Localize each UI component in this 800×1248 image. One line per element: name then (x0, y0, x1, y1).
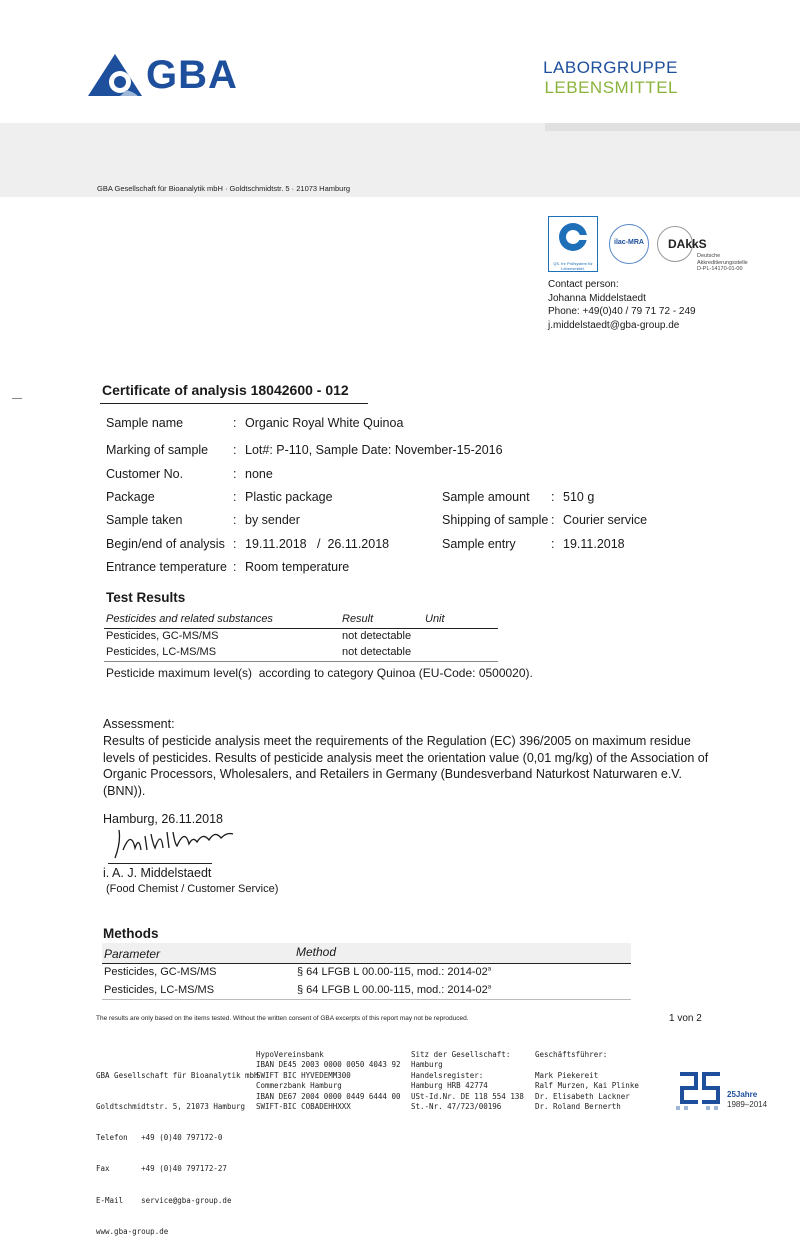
anniversary-25-icon (676, 1070, 724, 1112)
footer-line: St.-Nr. 47/723/00196 (411, 1102, 502, 1112)
title-underline (100, 403, 368, 404)
assessment-heading: Assessment: (103, 717, 175, 731)
analysis-label: Begin/end of analysis (106, 537, 225, 551)
sample-amount-value: 510 g (563, 490, 595, 504)
footer-line: IBAN DE45 2003 0000 0050 4043 92 (256, 1060, 401, 1070)
colon: : (233, 443, 237, 457)
colon: : (551, 537, 555, 551)
taken-value: by sender (245, 513, 300, 527)
footer-bank-column (256, 1050, 401, 1112)
dakks-sub-line: Deutsche (697, 253, 721, 259)
marking-value: Lot#: P-110, Sample Date: November-15-2016 (245, 443, 503, 457)
dakks-label: DAkkS (668, 237, 707, 251)
customer-value: none (245, 467, 273, 481)
footer-line: Commerzbank Hamburg (256, 1081, 342, 1091)
footer-line (535, 1060, 639, 1070)
qs-logo (548, 216, 598, 272)
entry-label: Sample entry (442, 537, 516, 551)
qs-label: QS. Ihr Prüfsystem für Lebensmittel. (553, 261, 593, 271)
qs-icon (549, 217, 597, 257)
footer-line: Goldtschmidtstr. 5, 21073 Hamburg (96, 1102, 246, 1112)
footer-line: USt-Id.Nr. DE 118 554 138 (411, 1091, 524, 1101)
footer-line: GBA Gesellschaft für Bioanalytik mbH (96, 1070, 259, 1080)
package-label: Package (106, 490, 155, 504)
footer-line: Hamburg HRB 42774 (411, 1081, 488, 1091)
results-row-param: Pesticides, GC-MS/MS (106, 630, 219, 642)
methods-header-band (102, 943, 631, 963)
results-row-param: Pesticides, LC-MS/MS (106, 646, 217, 658)
footer-line: Mark Piekereit (535, 1070, 599, 1080)
marking-label: Marking of sample (106, 443, 209, 457)
footer-line: E-Mail service@gba-group.de (96, 1195, 232, 1205)
footer-line: Ralf Murzen, Kai Plinke (535, 1081, 639, 1091)
footer-line: www.gba-group.de (96, 1226, 169, 1236)
entry-value: 19.11.2018 (563, 537, 625, 551)
dakks-subtitle (697, 253, 748, 273)
methods-col-param: Parameter (104, 947, 161, 961)
analysis-value: 19.11.2018 / 26.11.2018 (245, 537, 390, 551)
temperature-label: Entrance temperature (106, 560, 227, 574)
results-row-result: not detectable (342, 630, 412, 642)
colon: : (233, 416, 237, 430)
footer-line: Handelsregister: (411, 1070, 484, 1080)
methods-footer-rule (102, 999, 631, 1000)
contact-email[interactable]: j.middelstaedt@gba-group.de (548, 319, 680, 331)
certificate-title: Certificate of analysis 18042600 - 012 (102, 382, 349, 398)
sample-name-label: Sample name (106, 416, 184, 430)
anniversary-title: 25Jahre (727, 1090, 758, 1099)
results-col-result: Result (342, 613, 374, 625)
methods-row-param: Pesticides, LC-MS/MS (104, 984, 215, 996)
gba-logo-icon (86, 52, 144, 98)
colon: : (551, 490, 555, 504)
footer-line: SWIFT-BIC COBADEHHXXX (256, 1102, 351, 1112)
colon: : (551, 513, 555, 527)
colon: : (233, 490, 237, 504)
methods-header-rule (102, 963, 631, 964)
sample-name-value: Organic Royal White Quinoa (245, 416, 404, 430)
handwritten-signature (105, 822, 240, 866)
footer-line: Geschäftsführer: (535, 1050, 608, 1059)
fold-mark (12, 398, 22, 399)
signer-role: (Food Chemist / Customer Service) (106, 883, 279, 895)
dakks-sub-line: D-PL-14170-01-00 (697, 266, 743, 272)
contact-phone: Phone: +49(0)40 / 79 71 72 - 249 (548, 306, 696, 318)
footer-line: IBAN DE67 2004 0000 0449 6444 00 (256, 1091, 401, 1101)
results-col-param: Pesticides and related substances (106, 613, 273, 625)
colon: : (233, 467, 237, 481)
footer-company-column (96, 1050, 259, 1248)
brand-name: GBA (146, 53, 238, 97)
pesticide-limit-note: Pesticide maximum level(s) according to category Quinoa (EU-Code: 0500020). (106, 666, 533, 680)
footer-registry-column (411, 1050, 524, 1112)
ilac-mra-logo (609, 224, 649, 264)
method-footnote-mark: a (487, 966, 492, 973)
methods-row-param: Pesticides, GC-MS/MS (104, 966, 217, 978)
footer-line: HypoVereinsbank (256, 1050, 324, 1059)
lab-group-title: LABORGRUPPE (543, 58, 678, 77)
page-number: 1 von 2 (669, 1013, 702, 1024)
shipping-label: Shipping of sample (442, 513, 549, 527)
method-text: § 64 LFGB L 00.00-115, mod.: 2014-02 (297, 984, 488, 996)
footer-line: Hamburg (411, 1060, 443, 1070)
methods-col-method: Method (296, 945, 337, 959)
contact-heading: Contact person: (548, 279, 619, 290)
signature-line (108, 863, 212, 864)
results-footer-rule (104, 661, 498, 662)
header-band-accent (545, 123, 800, 131)
footer-management-column (535, 1050, 639, 1112)
results-row-result: not detectable (342, 646, 412, 658)
footer-line: Dr. Roland Bernerth (535, 1102, 621, 1112)
method-footnote-mark: a (487, 984, 492, 991)
signer-name: i. A. J. Middelstaedt (103, 866, 212, 880)
sample-amount-label: Sample amount (442, 490, 530, 504)
contact-name: Johanna Middelstaedt (548, 292, 646, 304)
colon: : (233, 560, 237, 574)
results-col-unit: Unit (425, 613, 445, 625)
methods-row-method (297, 984, 491, 996)
method-text: § 64 LFGB L 00.00-115, mod.: 2014-02 (297, 966, 488, 978)
place-date: Hamburg, 26.11.2018 (103, 812, 223, 826)
package-value: Plastic package (245, 490, 333, 504)
footer-line: Dr. Elisabeth Lackner (535, 1091, 630, 1101)
shipping-value: Courier service (563, 513, 648, 527)
anniversary-years: 1989–2014 (727, 1100, 768, 1109)
temperature-value: Room temperature (245, 560, 350, 574)
footer-line: Fax +49 (0)40 797172-27 (96, 1164, 227, 1174)
customer-label: Customer No. (106, 467, 184, 481)
footer-line: Telefon +49 (0)40 797172-0 (96, 1133, 223, 1143)
taken-label: Sample taken (106, 513, 183, 527)
sender-address: GBA Gesellschaft für Bioanalytik mbH · Goldtschmidtstr. 5 · 21073 Hamburg (97, 184, 351, 193)
methods-heading: Methods (103, 926, 159, 941)
assessment-text: Results of pesticide analysis meet the requirements of the Regulation (EC) 396/2005 on maximum residue levels of pesticides. Results of pesticide analysis meet the orientation value (0,01 mg/kg) of the Association of Organic Processors, Wholesalers, and Retailers in Germany (Bundesverband Naturkost Naturwaren e.V. (BNN)). (103, 734, 709, 798)
disclaimer: The results are only based on the items tested. Without the written consent of GBA excerpts of this report may not be reproduced. (96, 1015, 469, 1022)
ilac-label: ilac-MRA (614, 239, 644, 246)
results-header-rule (104, 628, 498, 629)
test-results-heading: Test Results (106, 590, 186, 605)
colon: : (233, 537, 237, 551)
methods-row-method (297, 966, 491, 978)
dakks-sub-line: Akkreditierungsstelle (697, 259, 748, 266)
lab-group-subtitle: LEBENSMITTEL (544, 78, 678, 97)
footer-line: SWIFT BIC HYVEDEMM300 (256, 1070, 351, 1080)
footer-line: Sitz der Gesellschaft: (411, 1050, 511, 1059)
contact-block (548, 278, 696, 332)
colon: : (233, 513, 237, 527)
